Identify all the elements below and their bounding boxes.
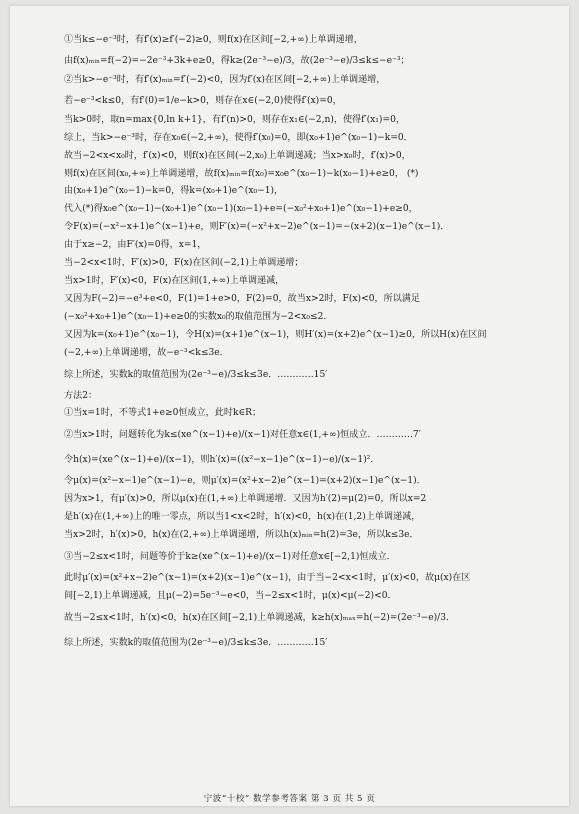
text-line: 故当−2<x<x₀时，f′(x)<0，则f(x)在区间(−2,x₀)上单调递减；当x>x₀时，f′(x)>0， xyxy=(64,150,411,161)
text-line: 当x>2时，h′(x)>0，h(x)在(2,+∞)上单调递增，所以h(x)ₘᵢₙ=h(2)=3e，所以k≤3e． xyxy=(64,530,419,541)
text-line: 方法2： xyxy=(64,390,98,401)
text-line: 又因为k=(x₀+1)e^(x₀−1)，令H(x)=(x+1)e^(x−1)，则H′(x)=(x+2)e^(x−1)≥0，所以H(x)在区间 xyxy=(64,329,487,340)
text-line: 故当−2≤x<1时，h′(x)<0，h(x)在区间[−2,1)上单调递减，k≥h(x)ₘₐₓ=h(−2)=(2e⁻³−e)/3． xyxy=(64,612,456,623)
text-line: ①当x=1时，不等式1+e≥0恒成立，此时k∈R； xyxy=(64,408,262,419)
text-line: 若−e⁻³<k≤0，有f′(0)=1/e−k>0，则存在x∈(−2,0)使得f′(x)=0， xyxy=(64,95,342,106)
text-line: 因为x>1，有μ′(x)>0，所以μ(x)在(1,+∞)上单调递增．又因为h′(2)=μ(2)=0，所以x=2 xyxy=(64,494,427,505)
text-line: ③当−2≤x<1时，问题等价于k≥(xe^(x−1)+e)/(x−1)对任意x∈[−2,1)恒成立． xyxy=(64,551,396,562)
answer-page xyxy=(10,6,569,806)
text-line: 令μ(x)=(x²−x−1)e^(x−1)−e，则μ′(x)=(x²+x−2)e^(x−1)=(x+2)(x−1)e^(x−1)． xyxy=(64,476,426,487)
text-line: 代入(*)得x₀e^(x₀−1)−(x₀+1)e^(x₀−1)(x₀−1)+e=(−x₀²+x₀+1)e^(x₀−1)+e≥0， xyxy=(64,204,418,215)
text-line: 综上，当k>−e⁻³时，存在x₀∈(−2,+∞)，使得f′(x₀)=0，即(x₀+1)e^(x₀−1)−k=0． xyxy=(64,132,413,143)
text-line: 间[−2,1)上单调递减，且μ(−2)=5e⁻³−e<0，当−2≤x<1时，μ(x)<μ(−2)<0． xyxy=(64,590,397,601)
text-line: 则f(x)在区间(x₀,+∞)上单调递增，故f(x)ₘᵢₙ=f(x₀)=x₀e^(x₀−1)−k(x₀−1)+e≥0， (*) xyxy=(64,168,419,179)
text-line: 又因为F(−2)=−e³+e<0，F(1)=1+e>0，F(2)=0，故当x>2时，F(x)<0，所以满足 xyxy=(64,293,420,304)
text-line: ②当k>−e⁻³时，有f′(x)ₘᵢₙ=f′(−2)<0，因为f′(x)在区间[−2,+∞)上单调递增， xyxy=(64,74,386,85)
text-line: 当−2<x<1时，F′(x)>0，F(x)在区间(−2,1)上单调递增； xyxy=(64,258,304,269)
text-line: 由f(x)ₘᵢₙ=f(−2)=−2e⁻³+3k+e≥0，得k≥(2e⁻³−e)/3，故(2e⁻³−e)/3≤k≤−e⁻³； xyxy=(64,55,410,66)
text-line: 综上所述，实数k的取值范围为(2e⁻³−e)/3≤k≤3e．…………15′ xyxy=(64,637,328,648)
text-line: 当k>0时，取n=max{0,ln k+1}，有f′(n)>0，则存在x₁∈(−2,n)，使得f′(x₁)=0， xyxy=(64,114,405,125)
text-line: (−2,+∞)上单调递增，故−e⁻³<k≤3e． xyxy=(64,347,229,358)
text-line: 综上所述，实数k的取值范围为(2e⁻³−e)/3≤k≤3e．…………15′ xyxy=(64,369,328,380)
text-line: (−x₀²+x₀+1)e^(x₀−1)+e≥0的实数x₀的取值范围为−2<x₀≤2． xyxy=(64,311,333,322)
page-footer: 宁波“十校” 数学参考答案 第 3 页 共 5 页 xyxy=(203,794,376,804)
text-line: 此时μ′(x)=(x²+x−2)e^(x−1)=(x+2)(x−1)e^(x−1)，由于当−2<x<1时，μ′(x)<0，故μ(x)在区 xyxy=(64,572,471,583)
text-line: ②当x>1时，问题转化为k≤(xe^(x−1)+e)/(x−1)对任意x∈(1,+∞)恒成立．…………7′ xyxy=(64,430,421,441)
text-line: 当x>1时，F′(x)<0，F(x)在区间(1,+∞)上单调递减， xyxy=(64,275,285,286)
text-line: 由(x₀+1)e^(x₀−1)−k=0，得k=(x₀+1)e^(x₀−1)， xyxy=(64,186,284,197)
text-line: 由于x≥−2，由F′(x)=0得，x=1， xyxy=(64,240,207,251)
text-line: 令F(x)=(−x²−x+1)e^(x−1)+e，则F′(x)=(−x²+x−2)e^(x−1)=−(x+2)(x−1)e^(x−1)． xyxy=(64,222,450,233)
text-line: ①当k≤−e⁻³时，有f′(x)≥f′(−2)≥0，则f(x)在区间[−2,+∞)上单调递增， xyxy=(64,35,363,45)
solution-text xyxy=(64,32,542,656)
text-line: 是h′(x)在(1,+∞)上的唯一零点，所以当1<x<2时，h′(x)<0，h(x)在(1,2)上单调递减， xyxy=(64,512,421,523)
text-line: 令h(x)=(xe^(x−1)+e)/(x−1)，则h′(x)=((x²−x−1)e^(x−1)−e)/(x−1)²． xyxy=(64,455,380,466)
